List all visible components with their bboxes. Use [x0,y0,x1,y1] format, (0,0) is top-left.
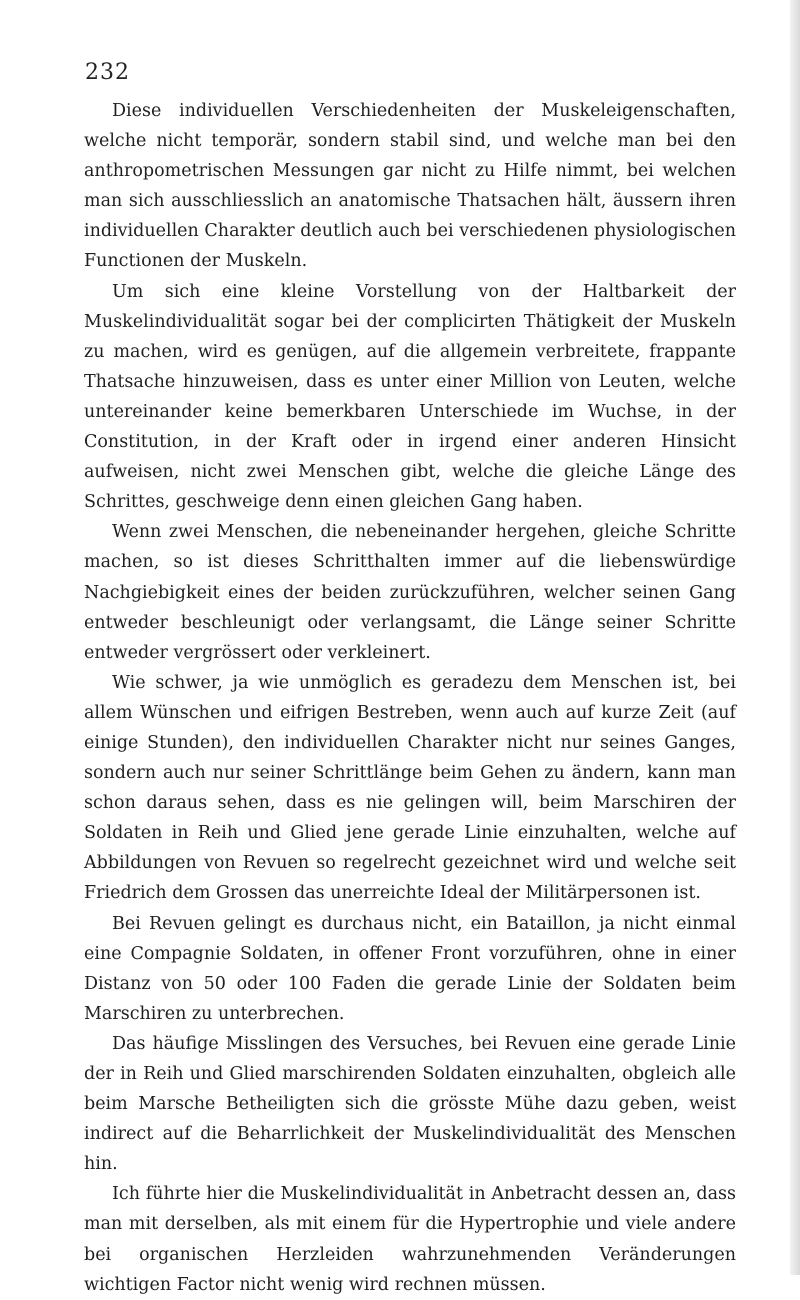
paragraph-3: Wenn zwei Menschen, die nebeneinander hergehen, gleiche Schritte machen, so ist dieses Schritthalten immer auf die liebenswürdige Nachgiebigkeit eines der beiden zurückzuführen, welcher seinen Gang entweder beschleunigt oder verlangsamt, die Länge seiner Schritte entweder vergrössert oder verkleinert. [84,522,736,663]
page-edge-shadow [790,0,800,1275]
page-number: 232 [85,60,130,85]
paragraph-7: Ich führte hier die Muskelindividualität in Anbetracht dessen an, dass man mit derselben, als mit einem für die Hypertrophie und viele andere bei organischen Herzleiden wahrzunehmenden Veränderungen wichtigen Factor nicht wenig wird rechnen müssen. [84,1184,736,1295]
paragraph-1: Diese individuellen Verschiedenheiten der Muskeleigenschaften, welche nicht temporär, sondern stabil sind, und welche man bei den anthropometrischen Messungen gar nicht zu Hilfe nimmt, bei welchen man sich ausschliesslich an anatomische Thatsachen hält, äussern ihren individuellen Charakter deutlich auch bei verschiedenen physiologischen Functionen der Muskeln. [84,101,736,272]
paragraph-5: Bei Revuen gelingt es durchaus nicht, ein Bataillon, ja nicht einmal eine Compagnie Soldaten, in offener Front vorzuführen, ohne in einer Distanz von 50 oder 100 Faden die gerade Linie der Soldaten beim Marschiren zu unterbrechen. [84,913,736,1024]
body-text [84,96,736,1300]
paragraph-2: Um sich eine kleine Vorstellung von der Haltbarkeit der Muskelindividualität sogar bei der complicirten Thätigkeit der Muskeln zu machen, wird es genügen, auf die allgemein verbreitete, frappante Thatsache hinzuweisen, dass es unter einer Million von Leuten, welche untereinander keine bemerkbaren Unterschiede im Wuchse, in der Constitution, in der Kraft oder in irgend einer anderen Hinsicht aufweisen, nicht zwei Menschen gibt, welche die gleiche Länge des Schrittes, geschweige denn einen gleichen Gang haben. [84,281,736,513]
paragraph-6: Das häufige Misslingen des Versuches, bei Revuen eine gerade Linie der in Reih und Glied marschirenden Soldaten einzuhalten, obgleich alle beim Marsche Betheiligten sich die grösste Mühe dazu geben, weist indirect auf die Beharrlichkeit der Muskelindividualität des Menschen hin. [84,1033,736,1175]
paragraph-4: Wie schwer, ja wie unmöglich es geradezu dem Menschen ist, bei allem Wünschen und eifrigen Bestreben, wenn auch auf kurze Zeit (auf einige Stunden), den individuellen Charakter nicht nur seines Ganges, sondern auch nur seiner Schrittlänge beim Gehen zu ändern, kann man schon daraus sehen, dass es nie gelingen will, beim Marschiren der Soldaten in Reih und Glied jene gerade Linie einzuhalten, welche auf Abbildungen von Revuen so regelrecht gezeichnet wird und welche seit Friedrich dem Grossen das unerreichte Ideal der Militärpersonen ist. [84,672,736,904]
